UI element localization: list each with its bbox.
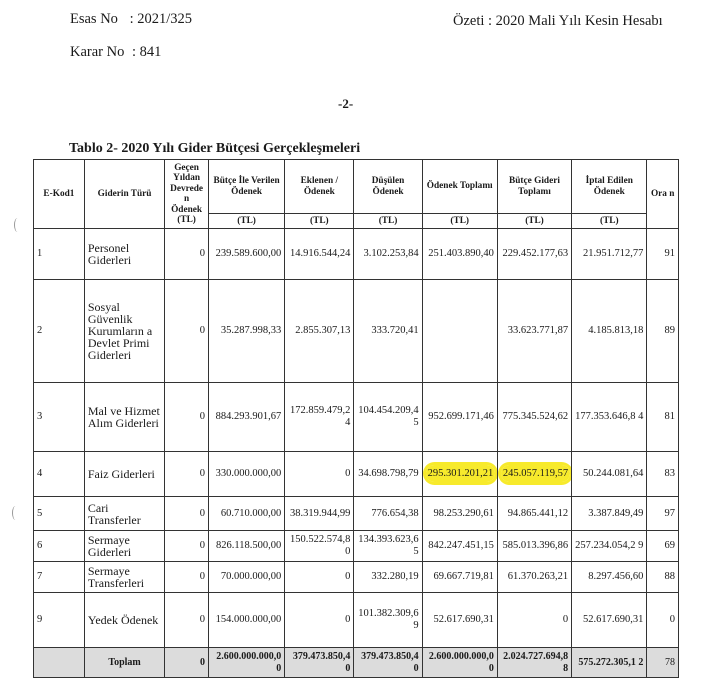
row-expense: 94.865.441,12	[497, 497, 571, 531]
row-budget: 70.000.000,00	[208, 562, 284, 593]
row-cancelled: 8.297.456,60	[572, 562, 647, 593]
esas-label: Esas No	[70, 11, 118, 27]
row-expense: 229.452.177,63	[497, 229, 571, 280]
table-row	[34, 280, 679, 383]
row-budget: 154.000.000,00	[208, 593, 284, 648]
karar-no	[70, 44, 161, 61]
karar-label: Karar No	[70, 44, 125, 60]
table-row	[34, 452, 679, 497]
total-expense: 2.024.727.694,8 8	[497, 648, 571, 678]
row-expense: 775.345.524,62	[497, 383, 571, 452]
row-code: 2	[34, 280, 85, 383]
row-type: Yedek Ödenek	[84, 593, 164, 648]
row-cancelled: 3.387.849,49	[572, 497, 647, 531]
row-added: 172.859.479,2 4	[285, 383, 354, 452]
row-carried: 0	[165, 383, 209, 452]
table-header-row	[34, 160, 679, 214]
row-ratio: 97	[647, 497, 679, 531]
row-code: 3	[34, 383, 85, 452]
total-sum: 2.600.000.000,0 0	[422, 648, 497, 678]
table-row	[34, 229, 679, 280]
row-deducted: 34.698.798,79	[354, 452, 422, 497]
row-carried: 0	[165, 562, 209, 593]
col-header-ratio: Ora n	[647, 160, 679, 229]
row-carried: 0	[165, 497, 209, 531]
row-budget: 35.287.998,33	[208, 280, 284, 383]
row-code: 5	[34, 497, 85, 531]
highlight-mark: 245.057.119,57	[501, 465, 570, 482]
total-cancelled: 575.272.305,1 2	[572, 648, 647, 678]
row-expense: 585.013.396,86	[497, 531, 571, 562]
row-ratio: 88	[647, 562, 679, 593]
row-added: 38.319.944,99	[285, 497, 354, 531]
total-code	[34, 648, 85, 678]
row-total: 69.667.719,81	[422, 562, 497, 593]
row-deducted: 101.382.309,6 9	[354, 593, 422, 648]
row-added: 0	[285, 452, 354, 497]
row-deducted: 3.102.253,84	[354, 229, 422, 280]
table-row	[34, 531, 679, 562]
row-budget: 884.293.901,67	[208, 383, 284, 452]
margin-mark	[14, 218, 21, 232]
row-deducted: 776.654,38	[354, 497, 422, 531]
total-label: Toplam	[84, 648, 164, 678]
table-row	[34, 383, 679, 452]
esas-no	[70, 11, 192, 28]
row-cancelled: 257.234.054,2 9	[572, 531, 647, 562]
row-code: 9	[34, 593, 85, 648]
unit-label: (TL)	[422, 214, 497, 229]
row-code: 7	[34, 562, 85, 593]
row-budget: 826.118.500,00	[208, 531, 284, 562]
row-cancelled: 21.951.712,77	[572, 229, 647, 280]
row-code: 1	[34, 229, 85, 280]
unit-label: (TL)	[354, 214, 422, 229]
document-summary: Özeti : 2020 Mali Yılı Kesin Hesabı	[453, 13, 663, 29]
row-type: Sermaye Transferleri	[84, 562, 164, 593]
row-ratio: 91	[647, 229, 679, 280]
row-type: Sermaye Giderleri	[84, 531, 164, 562]
total-budget: 2.600.000.000,0 0	[208, 648, 284, 678]
unit-label: (TL)	[497, 214, 571, 229]
col-header-code: E-Kod1	[34, 160, 85, 229]
col-header-carried: Geçen Yıldan Devrede n Ödenek (TL)	[165, 160, 209, 229]
row-type: Sosyal Güvenlik Kurumların a Devlet Primi Giderleri	[84, 280, 164, 383]
col-header-deducted: Düşülen Ödenek	[354, 160, 422, 214]
row-cancelled: 4.185.813,18	[572, 280, 647, 383]
row-carried: 0	[165, 531, 209, 562]
table-row	[34, 497, 679, 531]
row-code: 6	[34, 531, 85, 562]
row-total: 952.699.171,46	[422, 383, 497, 452]
table-row	[34, 562, 679, 593]
row-total: 251.403.890,40	[422, 229, 497, 280]
col-header-budget: Bütçe İle Verilen Ödenek	[208, 160, 284, 214]
row-ratio: 89	[647, 280, 679, 383]
row-added: 2.855.307,13	[285, 280, 354, 383]
col-header-expense: Bütçe Gideri Toplamı	[497, 160, 571, 214]
row-type: Cari Transferler	[84, 497, 164, 531]
row-cancelled: 50.244.081,64	[572, 452, 647, 497]
total-deducted: 379.473.850,4 0	[354, 648, 422, 678]
row-added: 0	[285, 562, 354, 593]
row-added: 0	[285, 593, 354, 648]
unit-label: (TL)	[572, 214, 647, 229]
row-budget: 239.589.600,00	[208, 229, 284, 280]
row-type: Faiz Giderleri	[84, 452, 164, 497]
row-expense: 0	[497, 593, 571, 648]
row-expense: 33.623.771,87	[497, 280, 571, 383]
total-added: 379.473.850,4 0	[285, 648, 354, 678]
row-ratio: 0	[647, 593, 679, 648]
table-row	[34, 593, 679, 648]
row-carried: 0	[165, 280, 209, 383]
page-number: -2-	[338, 96, 354, 111]
row-carried: 0	[165, 593, 209, 648]
row-cancelled: 177.353.646,8 4	[572, 383, 647, 452]
table-caption: Tablo 2- 2020 Yılı Gider Bütçesi Gerçekleşmeleri	[69, 141, 361, 156]
row-total: 842.247.451,15	[422, 531, 497, 562]
col-header-total: Ödenek Toplamı	[422, 160, 497, 214]
table-total-row	[34, 648, 679, 678]
row-added: 150.522.574,8 0	[285, 531, 354, 562]
row-deducted: 332.280,19	[354, 562, 422, 593]
row-total	[422, 280, 497, 383]
row-carried: 0	[165, 229, 209, 280]
row-total-highlighted	[422, 452, 497, 497]
row-total: 98.253.290,61	[422, 497, 497, 531]
col-header-added: Eklenen / Ödenek	[285, 160, 354, 214]
col-header-type: Giderin Türü	[84, 160, 164, 229]
row-ratio: 69	[647, 531, 679, 562]
row-deducted: 104.454.209,4 5	[354, 383, 422, 452]
row-deducted: 134.393.623,6 5	[354, 531, 422, 562]
karar-value: : 841	[131, 44, 162, 60]
row-type: Personel Giderleri	[84, 229, 164, 280]
row-expense: 61.370.263,21	[497, 562, 571, 593]
row-budget: 330.000.000,00	[208, 452, 284, 497]
expense-table	[33, 159, 679, 678]
highlight-mark: 295.301.201,21	[426, 465, 496, 482]
row-expense-highlighted	[497, 452, 571, 497]
unit-label: (TL)	[285, 214, 354, 229]
col-header-cancelled: İptal Edilen Ödenek	[572, 160, 647, 214]
unit-label: (TL)	[208, 214, 284, 229]
margin-mark	[12, 506, 19, 520]
total-carried: 0	[165, 648, 209, 678]
row-code: 4	[34, 452, 85, 497]
row-carried: 0	[165, 452, 209, 497]
row-deducted: 333.720,41	[354, 280, 422, 383]
row-budget: 60.710.000,00	[208, 497, 284, 531]
row-ratio: 83	[647, 452, 679, 497]
row-type: Mal ve Hizmet Alım Giderleri	[84, 383, 164, 452]
row-added: 14.916.544,24	[285, 229, 354, 280]
row-cancelled: 52.617.690,31	[572, 593, 647, 648]
row-total: 52.617.690,31	[422, 593, 497, 648]
esas-value: : 2021/325	[129, 11, 192, 27]
row-ratio: 81	[647, 383, 679, 452]
total-ratio: 78	[647, 648, 679, 678]
